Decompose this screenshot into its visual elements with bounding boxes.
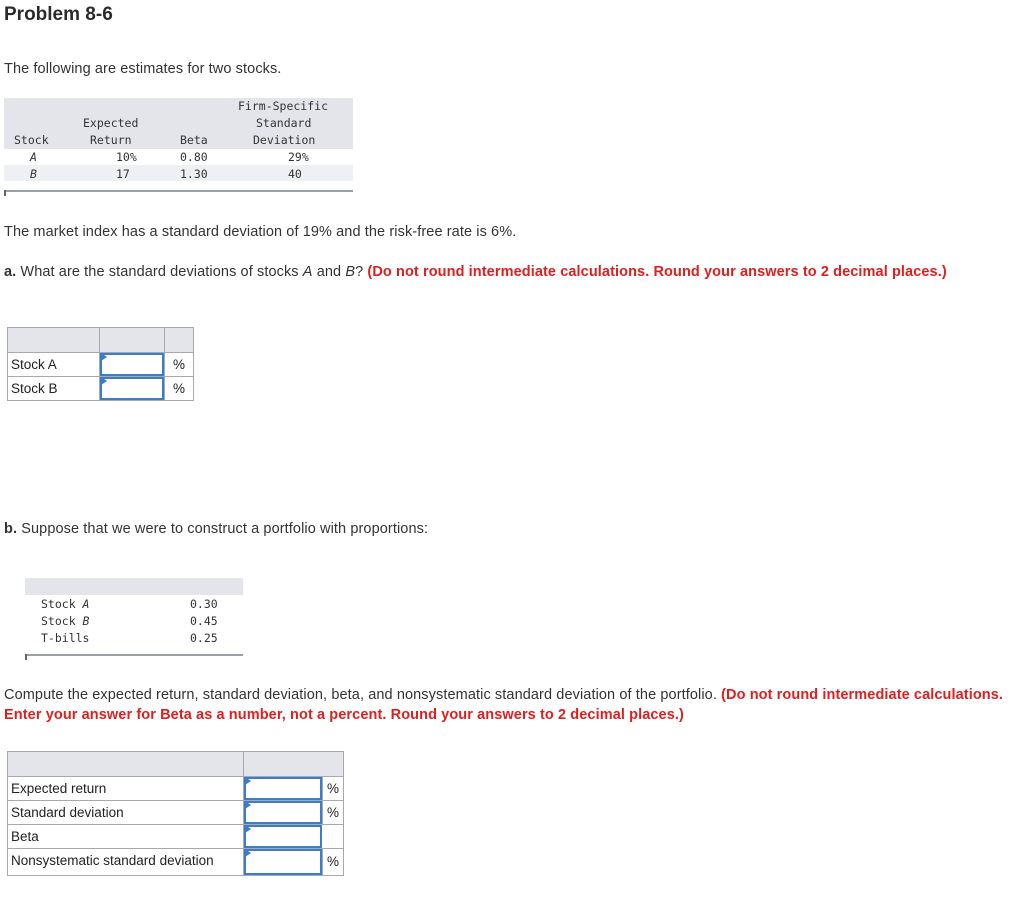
part-b-row-label-expected-return: Expected return [7, 776, 244, 801]
compute-question [4, 686, 1014, 725]
header-fssd-line1: Firm-Specific [238, 99, 329, 113]
problem-title: Problem 8-6 [4, 4, 113, 25]
proportions-header-band [25, 578, 243, 595]
compute-text: Compute the expected return, standard deviation, beta, and nonsystematic standard deviation of the portfolio. [4, 687, 722, 703]
part-a-instruction: (Do not round intermediate calculations. Round your answers to 2 decimal places.) [367, 264, 947, 280]
header-expected-line1: Expected [83, 116, 139, 130]
part-a-stock-a: A [302, 264, 313, 280]
beta-input[interactable] [244, 825, 322, 848]
row-a-stock: A [30, 150, 37, 164]
part-a-label: a. [4, 264, 17, 280]
part-b-unit-nonsystematic-sd: % [322, 848, 344, 876]
header-fssd-line3: Deviation [253, 133, 316, 147]
part-b-row-label-standard-deviation: Standard deviation [7, 800, 244, 825]
part-b-question [4, 521, 428, 537]
proportion-row-1-italic: A [82, 597, 90, 611]
part-a-unit-stock-a: % [164, 352, 194, 377]
row-b-beta: 1.30 [180, 167, 208, 181]
part-b-header-cell-2 [243, 751, 344, 777]
part-b-header-cell-1 [7, 751, 244, 777]
row-a-fssd: 29% [288, 150, 309, 164]
header-beta: Beta [180, 133, 208, 147]
row-a-expected-return: 10% [116, 150, 137, 164]
part-b-unit-expected-return: % [322, 776, 344, 801]
row-b-fssd: 40 [288, 167, 302, 181]
part-a-question-mid: and [312, 264, 346, 280]
table-rule-tick [4, 190, 6, 196]
proportion-row-3-value: 0.25 [190, 631, 218, 645]
proportions-table [25, 578, 243, 662]
nonsystematic-sd-input[interactable] [244, 849, 322, 875]
proportion-row-3-name [41, 631, 89, 645]
part-b-row-label-nonsystematic-sd: Nonsystematic standard deviation [7, 848, 244, 876]
part-a-answer-grid [7, 327, 194, 402]
row-b-expected-return: 17 [116, 167, 130, 181]
part-a-question-pre: What are the standard deviations of stocks [16, 264, 303, 280]
part-a-header-cell-3 [164, 327, 194, 353]
row-a-beta: 0.80 [180, 150, 208, 164]
proportion-row-2-prefix: Stock [41, 614, 83, 628]
proportion-row-1-name [41, 597, 89, 611]
part-b-label: b. [4, 521, 18, 537]
part-a-row-label-stock-b: Stock B [7, 376, 100, 401]
proportion-row-2-name [41, 614, 89, 628]
header-stock: Stock [14, 133, 49, 147]
header-expected-line2: Return [90, 133, 132, 147]
part-b-answer-grid [7, 751, 344, 877]
proportion-row-1-prefix: Stock [41, 597, 83, 611]
part-b-row-label-beta: Beta [7, 824, 244, 849]
proportions-rule-tick [25, 654, 27, 660]
stock-estimates-table [4, 98, 353, 198]
part-a-question [4, 263, 1014, 282]
part-a-unit-stock-b: % [164, 376, 194, 401]
stock-b-std-input[interactable] [100, 377, 164, 400]
expected-return-input[interactable] [244, 777, 322, 800]
compute-instruction: (Do not round intermediate calculations. Enter your answer for Beta as a number, not a percent. Round your answers to 2 decimal places.) [4, 687, 1004, 723]
header-fssd-line2: Standard [256, 116, 312, 130]
part-a-header-cell-1 [7, 327, 100, 353]
part-a-stock-b: B [345, 264, 356, 280]
proportion-row-1-value: 0.30 [190, 597, 218, 611]
part-a-header-cell-2 [99, 327, 165, 353]
standard-deviation-input[interactable] [244, 801, 322, 824]
row-b-stock: B [30, 167, 37, 181]
part-a-question-post: ? [355, 264, 368, 280]
stock-a-std-input[interactable] [100, 353, 164, 376]
intro-text: The following are estimates for two stocks. [4, 61, 282, 77]
proportions-bottom-rule [25, 654, 243, 656]
part-b-question-text: Suppose that we were to construct a portfolio with proportions: [17, 521, 429, 537]
proportion-row-3-prefix: T-bills [41, 631, 90, 645]
proportion-row-2-value: 0.45 [190, 614, 218, 628]
part-b-unit-standard-deviation: % [322, 800, 344, 825]
market-text: The market index has a standard deviation of 19% and the risk-free rate is 6%. [4, 224, 517, 240]
table-bottom-rule [4, 190, 353, 192]
proportion-row-2-italic: B [82, 614, 90, 628]
part-a-row-label-stock-a: Stock A [7, 352, 100, 377]
